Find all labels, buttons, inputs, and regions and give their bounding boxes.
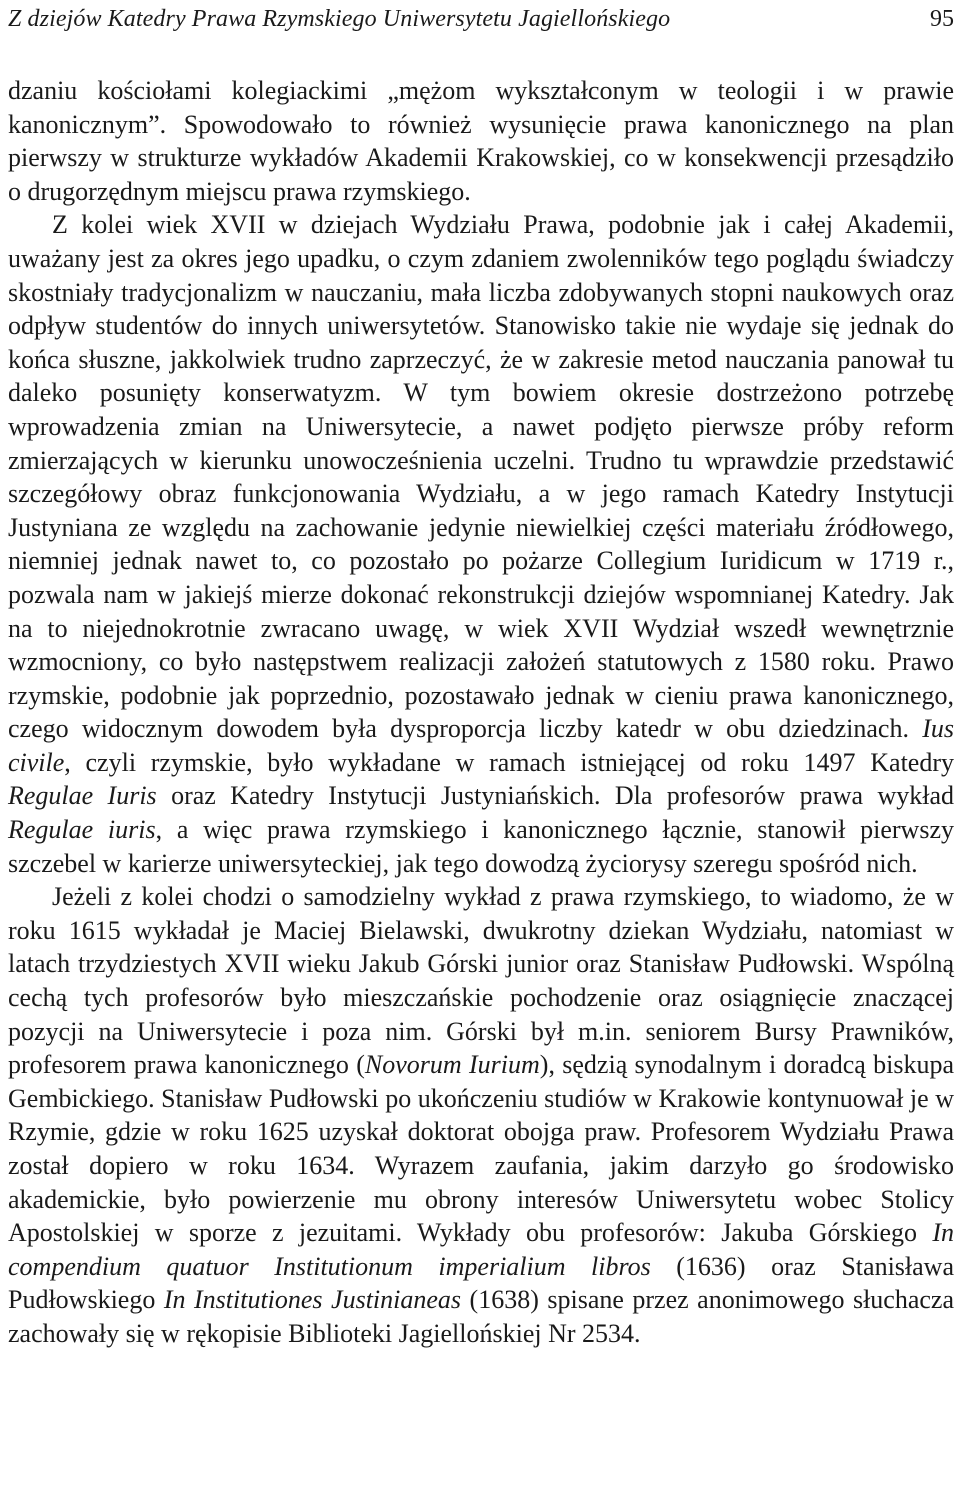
italic-title: In Institutiones Justinianeas [163, 1285, 462, 1315]
document-page [8, 0, 954, 1485]
text-span: oraz Katedry Instytucji Justyniańskich. Dla profesorów prawa wykład [156, 781, 954, 811]
paragraph [8, 74, 954, 208]
italic-term: Regulae iuris [8, 815, 156, 845]
text-span: , czyli rzymskie, było wykładane w ramach istniejącej od roku 1497 Katedry [64, 747, 954, 777]
italic-term: Novorum Iurium [364, 1050, 540, 1080]
running-head [8, 2, 954, 38]
page-number: 95 [930, 6, 954, 32]
text-span: , a więc prawa rzymskiego i kanonicznego łącznie, stanowił pierwszy szczebel w karierze uniwersyteckiej, jak tego dowodzą życiorysy szeregu spośród nich. [8, 815, 954, 878]
italic-title: In compendium quatuor Institutionum imperialium libros [8, 1218, 954, 1281]
text-span: Z kolei wiek XVII w dziejach Wydziału Prawa, podobnie jak i całej Akademii, uważany jest za okres jego upadku, o czym zdaniem zwolenników tego poglądu świadczy skostniały tradycjonalizm w nauczaniu, mała liczba zdobywanych stopni naukowych oraz odpływ studentów do innych uniwersytetów. Stanowisko takie nie wydaje się jednak do końca słuszne, jakkolwiek trudno zaprzeczyć, że w zakresie metod nauczania panował tu daleko posunięty konserwatyzm. W tym bowiem okresie dostrzeżono potrzebę wprowadzenia zmian na Uniwersytecie, a nawet podjęto pierwsze próby reform zmierzających w kierunku unowocześnienia uczelni. Trudno tu wprawdzie przedstawić szczegółowy obraz funkcjonowania Wydziału, a w jego ramach Katedry Instytucji Justyniana ze względu na zachowanie jedynie niewielkiej części materiału źródłowego, niemniej jednak nawet to, co pozostało po pożarze Collegium Iuridicum w 1719 r., pozwala nam w jakiejś mierze dokonać rekonstrukcji dziejów wspomnianej Katedry. Jak na to niejednokrotnie zwracano uwagę, w wiek XVII Wydział wszedł wewnętrznie wzmocniony, co było następstwem realizacji założeń statutowych z 1580 roku. Prawo rzymskie, podobnie jak poprzednio, pozostawało jednak w cieniu prawa kanonicznego, czego widocznym dowodem była dysproporcja liczby katedr w obu dziedzinach. [8, 210, 954, 744]
text-span: Jeżeli z kolei chodzi o samodzielny wykład z prawa rzymskiego, to wiadomo, że w roku 1615 wykładał je Maciej Bielawski, dwukrotny dziekan Wydziału, natomiast w latach trzydziestych XVII wieku Jakub Górski junior oraz Stanisław Pudłowski. Wspólną cechą tych profesorów było mieszczańskie pochodzenie oraz osiągnięcie znaczącej pozycji na Uniwersytecie i poza nim. Górski był m.in. seniorem Bursy Prawników, profesorem prawa kanonicznego ( [8, 882, 954, 1080]
text-span: (1636) oraz Stanisława Pudłowskiego [8, 1251, 954, 1315]
text-span: ), sędzią synodalnym i doradcą biskupa Gembickiego. Stanisław Pudłowski po ukończeniu studiów w Krakowie kontynuował je w Rzymie, gdzie w roku 1625 uzyskał doktorat obojga praw. Profesorem Wydziału Prawa został dopiero w roku 1634. Wyrazem zaufania, jakim darzyło go środowisko akademickie, było powierzenie mu obrony interesów Uniwersytetu wobec Stolicy Apostolskiej w sporze z jezuitami. Wykłady obu profesorów: Jakuba Górskiego [8, 1050, 955, 1248]
body-text [8, 74, 954, 1351]
running-title: Z dziejów Katedry Prawa Rzymskiego Uniwersytetu Jagiellońskiego [8, 6, 671, 32]
italic-term: Regulae Iuris [8, 781, 157, 811]
italic-term: Ius civile [8, 714, 954, 777]
paragraph [8, 208, 954, 880]
paragraph [8, 880, 954, 1350]
text-span: dzaniu kościołami kolegiackimi „mężom wykształconym w teologii i w prawie kanonicznym”. Spowodowało to również wysunięcie prawa kanonicznego na plan pierwszy w strukturze wykładów Akademii Krakowskiej, co w konsekwencji przesądziło o drugorzędnym miejscu prawa rzymskiego. [8, 76, 954, 206]
text-span: (1638) spisane przez anonimowego słuchacza zachowały się w rękopisie Biblioteki Jagiellońskiej Nr 2534. [8, 1285, 955, 1348]
